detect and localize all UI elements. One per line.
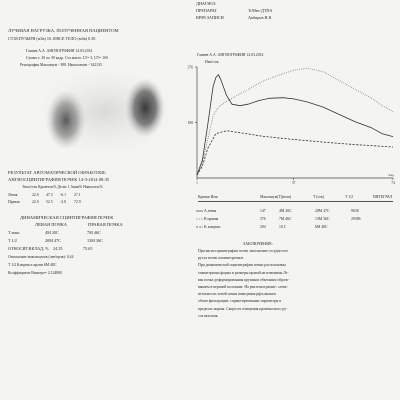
dose-title: ЛУЧЕВАЯ НАГРУЗКА, ПОЛУЧЕННАЯ ПАЦИЕНТОМ	[8, 28, 119, 33]
series-line-1	[197, 68, 393, 175]
results-header: Tmax/сек Кроветок% Дельт 1.5мин% Накоплен.%	[22, 185, 103, 189]
dynamic-extra-2: Коэффициент Винтера= 2.124800	[8, 271, 63, 275]
conclusion-line: ванием в верхней половине. На рентгенограмме: слева-	[198, 285, 288, 289]
curve-row-k: K клиренс 294 10 С 6М 48С	[204, 225, 328, 229]
diagnosis-label: ДИАГНОЗ	[196, 1, 216, 6]
dynamic-title: ДИНАМИЧЕСКАЯ СЦИНТИГРАФИЯ ПОЧЕК	[20, 215, 114, 220]
conclusion-line: пределах нормы. Скорость очищения кровеносного ру-	[198, 306, 288, 311]
conclusion-line: ительности левой почки выведения рфп,снижен	[198, 292, 276, 297]
dynamic-row-contribution: ОТНОСИТ.ВКЛАД, % 24.35 75.65	[8, 246, 93, 251]
doctor-label: ВРАЧ ЗАПИСИ	[196, 15, 224, 20]
dynamic-extra-0: Отношение максимумов (лев/прав): 0.44	[8, 255, 74, 259]
results-row-right: Правая 22.0 52.5 -2.8 72.9	[8, 200, 81, 204]
y-tick-label: 376	[187, 65, 193, 70]
conclusion-line: сла высокая.	[198, 313, 219, 318]
results-row-left: Левая 22.0 47.3 -6.1 27.1	[8, 193, 81, 197]
x-tick-label: 37	[291, 181, 296, 185]
results-subtitle: АНГИОСЦИНТИГРАФИЯ ПОЧЕК 14-3-2014 08:35	[8, 177, 110, 182]
dynamic-col-left: ЛЕВАЯ ПОЧКА	[35, 222, 68, 227]
doctor-value: Акбиров Н.К	[248, 15, 272, 20]
conclusion-line: объем фильтрации: справа-временные параметры в	[198, 299, 282, 304]
dynamic-row-thalf: T 1/2 20М 47С 13М 36С	[8, 238, 103, 243]
dose-line-2: СТ.М.ПУЗЫРЯ (мЗв) 16.10ВСЕ ТЕЛО (мЗв) 0.30	[8, 36, 96, 41]
chart-ylabel: Имп/сек.	[205, 60, 220, 64]
series-line-2	[197, 131, 393, 175]
dose-line-3: Ганиев А.А. АНГИОГРАФИЯ 14.03.2014	[26, 49, 93, 53]
conclusion-line: русла почек асимметричное.	[198, 256, 245, 261]
series-line-0	[197, 75, 393, 175]
conclusion-title: ЗАКЛЮЧЕНИЕ:	[243, 241, 273, 246]
conclusion-line: При динамической сцинтиграфии почки расположены	[198, 263, 286, 268]
results-title: РЕЗУЛЬТАТ АВТОМАТИЧЕСКОЙ ОБРАБОТКИ:	[8, 170, 106, 175]
x-unit-label: Кад	[388, 173, 394, 177]
curve-row-b: B правая 376 7М 46С 13М 36С 29386	[204, 217, 361, 221]
curve-row-a: A левая 147 4М 20С 20М 47С 9638	[204, 209, 359, 213]
conclusion-line: При ангиосцинтиграфии почек заполнение сосудистого	[198, 249, 289, 253]
conclusion-line: вая почка деформированная крупным объемным образо-	[198, 277, 290, 282]
dynamic-row-tmax: T макс 4М 20С 7М 46С	[8, 230, 101, 235]
dynamic-extra-1: T 1/2 Клиренса крови 6М 48С	[8, 263, 57, 267]
drug-value: Tc99m-ДТПА	[248, 8, 273, 13]
y-tick-label: 188	[187, 120, 193, 125]
legend-swatches	[196, 209, 206, 231]
conclusion-line: симметрично,форма и размеры правой не изменены.Ле-	[198, 270, 289, 275]
dose-line-4: Сумма с: 29 по 39 кадр. Стл.конто: LT= 3, UT= 100	[26, 56, 108, 60]
dose-line-5: Ренография Максимум - 388. Накопление - 342135	[20, 63, 102, 67]
x-tick-label: 1	[196, 181, 198, 185]
drug-label: ПРЕПАРАТ	[196, 8, 217, 13]
curve-table-header: Кривая Имя Максимум(Т)(имп) T (сек) T 1/2 ИНТЕГРАЛ	[198, 195, 393, 199]
chart-title: Ганиев А.А. АНГИОГРАФИЯ 14.03.2014	[197, 53, 264, 57]
x-tick-label: 74	[391, 181, 395, 185]
dynamic-col-right: ПРАВАЯ ПОЧКА	[88, 222, 123, 227]
